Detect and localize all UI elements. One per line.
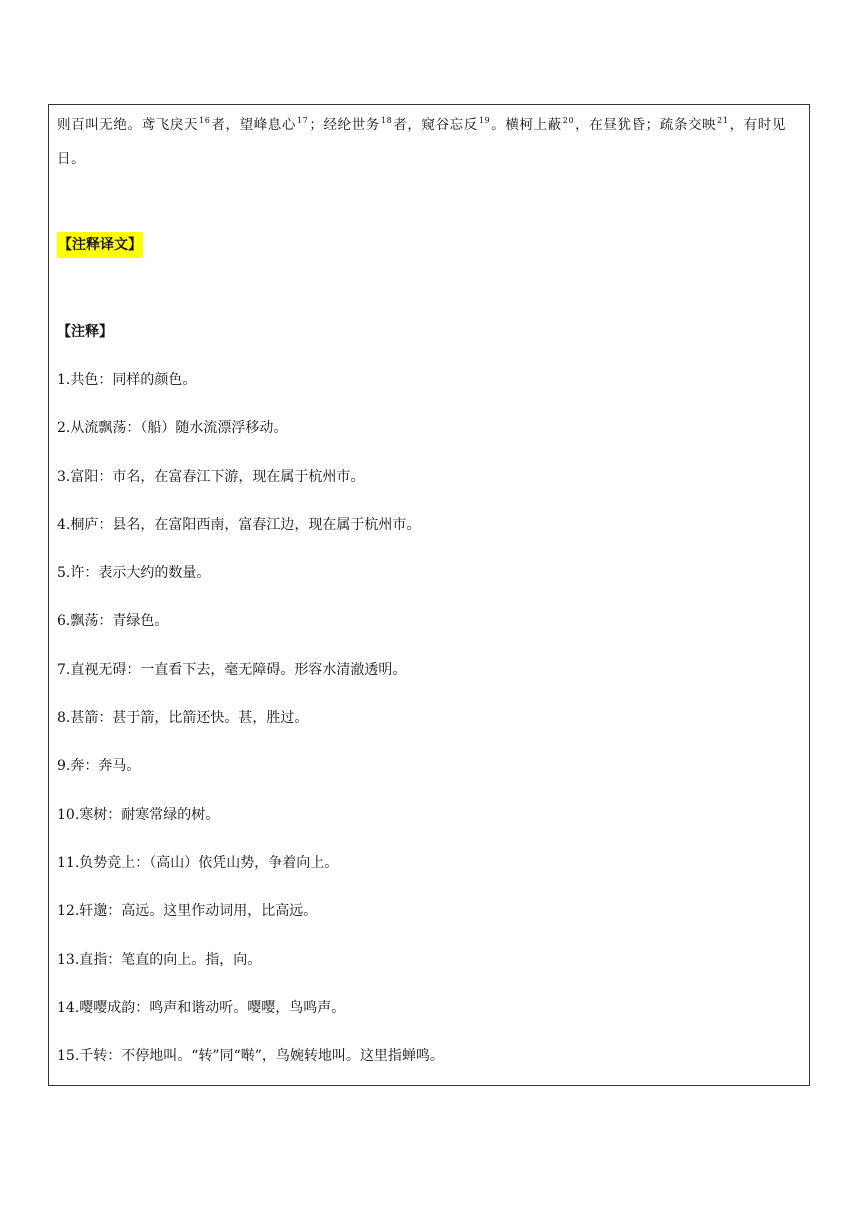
note-item: 1.共色：同样的颜色。: [57, 372, 197, 388]
note-item: 15.千转：不停地叫。“转”同“啭”，鸟婉转地叫。这里指蝉鸣。: [57, 1048, 444, 1065]
intro-paragraph: [57, 108, 802, 176]
footnote-marker: 20: [562, 116, 575, 125]
intro-text-segment: 者，望峰息心: [211, 117, 296, 133]
note-item: 7.直视无碍：一直看下去，毫无障碍。形容水清澈透明。: [57, 661, 407, 678]
sub-heading-annotations: 【注释】: [57, 324, 113, 340]
footnote-marker: 18: [380, 116, 393, 125]
note-item: 5.许：表示大约的数量。: [57, 565, 211, 582]
intro-text-segment: ，有时见日。: [57, 117, 786, 167]
footnote-marker: 17: [297, 116, 309, 125]
footnote-marker: 21: [717, 116, 729, 125]
note-item: 11.负势竞上：（高山）依凭山势，争着向上。: [57, 854, 339, 871]
note-item: 10.寒树：耐寒常绿的树。: [57, 806, 220, 823]
note-item: 6.飘荡：青绿色。: [57, 613, 169, 630]
note-item: 3.富阳：市名，在富春江下游，现在属于杭州市。: [57, 468, 365, 485]
note-item: 8.甚箭：甚于箭，比箭还快。甚，胜过。: [57, 710, 309, 727]
intro-text-segment: 则百叫无绝。鸢飞戾天: [57, 117, 198, 133]
note-item: 13.直指：笔直的向上。指，向。: [57, 951, 262, 968]
section-heading-annotations-translation: 【注释译文】: [57, 232, 143, 258]
notes-list: [57, 368, 444, 1092]
intro-text-segment: ，在昼犹昏；疏条交映: [575, 117, 717, 133]
note-item: 12.轩邈：高远。这里作动词用，比高远。: [57, 903, 318, 920]
footnote-marker: 16: [199, 116, 211, 125]
note-item: 9.奔：奔马。: [57, 758, 141, 775]
note-item: 4.桐庐：县名，在富阳西南，富春江边，现在属于杭州市。: [57, 516, 421, 533]
intro-text-segment: ；经纶世务: [309, 117, 380, 133]
note-item: 14.嘤嘤成韵：鸣声和谐动听。嘤嘤，鸟鸣声。: [57, 999, 346, 1016]
note-item: 2.从流飘荡：（船）随水流漂浮移动。: [57, 420, 288, 437]
footnote-marker: 19: [478, 116, 491, 125]
intro-text-segment: 。横柯上蔽: [491, 117, 562, 133]
intro-text-segment: 者，窥谷忘反: [393, 117, 478, 133]
